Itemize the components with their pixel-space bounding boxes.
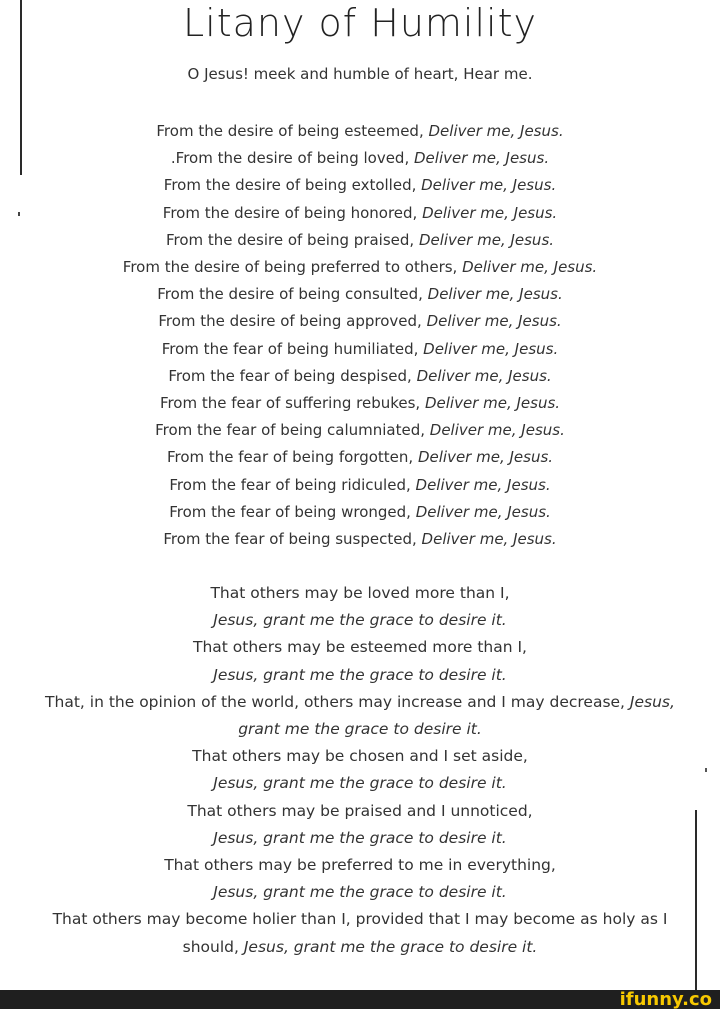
litany-response: Deliver me, Jesus.	[426, 312, 562, 331]
petition	[40, 906, 680, 960]
petition-text: That others may be preferred to me in everything,	[164, 856, 556, 875]
petition	[40, 798, 680, 852]
petition-text: That others may be praised and I unnoticed,	[187, 801, 533, 820]
litany-line	[0, 336, 720, 363]
petitions-block	[40, 580, 680, 961]
litany-response: Deliver me, Jesus.	[415, 475, 551, 494]
petition-response: Jesus, grant me the grace to desire it.	[213, 883, 507, 902]
petition	[40, 743, 680, 797]
petition-response: Jesus, grant me the grace to desire it.	[213, 611, 507, 630]
litany-text: From the desire of being consulted,	[157, 285, 428, 304]
litany-text: From the fear of suffering rebukes,	[159, 394, 425, 413]
litany-response: Deliver me, Jesus.	[414, 149, 550, 168]
litany-text: From the desire of being extolled,	[163, 176, 422, 195]
petition	[40, 580, 680, 634]
litany-response: Deliver me, Jesus.	[422, 203, 558, 222]
petition	[40, 634, 680, 688]
petition-response: Jesus, grant me the grace to desire it.	[238, 692, 675, 739]
page-title: Litany of Humility	[182, 1, 537, 45]
petition-response: Jesus, grant me the grace to desire it.	[213, 774, 507, 793]
litany-line	[0, 499, 720, 526]
litany-response: Deliver me, Jesus.	[415, 502, 551, 521]
litany-line	[0, 363, 720, 390]
litany-text: From the fear of being forgotten,	[166, 448, 418, 467]
petition	[40, 689, 680, 743]
litany-text: From the fear of being despised,	[168, 366, 417, 385]
litany-response: Deliver me, Jesus.	[424, 394, 561, 413]
litany-response: Deliver me, Jesus.	[428, 122, 564, 140]
petition-text: That others may become holier than I, provided that I may become as holy as I should,	[52, 910, 668, 956]
petition-text: That others may be esteemed more than I,	[193, 638, 527, 657]
litany-line	[0, 308, 720, 335]
litany-line	[0, 118, 720, 145]
litany-line	[0, 417, 720, 444]
watermark-bar	[0, 990, 720, 1009]
ifunny-logo: ifunny.co	[619, 989, 712, 1010]
litany-response: Deliver me, Jesus.	[421, 176, 557, 195]
petition-response: Jesus, grant me the grace to desire it.	[213, 828, 507, 847]
litany-list	[0, 118, 720, 553]
petition-text: That, in the opinion of the world, others may increase and I may decrease,	[45, 692, 630, 711]
litany-text: From the desire of being praised,	[165, 230, 419, 249]
litany-text: From the fear of being calumniated,	[155, 421, 430, 440]
litany-response: Deliver me, Jesus.	[416, 366, 552, 385]
litany-text: From the desire of being approved,	[158, 312, 427, 331]
litany-line	[0, 172, 720, 199]
litany-response: Deliver me, Jesus.	[418, 230, 555, 249]
litany-response: Deliver me, Jesus.	[417, 448, 554, 467]
litany-text: From the desire of being preferred to others,	[122, 258, 463, 277]
litany-text: From the fear of being humiliated,	[161, 339, 424, 358]
litany-line	[0, 390, 720, 417]
petition-response: Jesus, grant me the grace to desire it.	[243, 937, 538, 956]
litany-line	[0, 472, 720, 499]
litany-response: Deliver me, Jesus.	[462, 258, 598, 277]
litany-text: .From the desire of being loved,	[170, 149, 414, 168]
litany-response: Deliver me, Jesus.	[429, 421, 565, 440]
litany-line	[0, 526, 720, 553]
litany-line	[0, 200, 720, 227]
litany-line	[0, 145, 720, 172]
litany-response: Deliver me, Jesus.	[427, 285, 563, 304]
litany-text: From the fear of being ridiculed,	[169, 475, 416, 494]
petition-text: That others may be chosen and I set aside,	[192, 747, 528, 766]
invocation: O Jesus! meek and humble of heart, Hear me.	[187, 65, 533, 83]
litany-line	[0, 444, 720, 471]
litany-line	[0, 227, 720, 254]
litany-line	[0, 281, 720, 308]
litany-line	[0, 254, 720, 281]
litany-response: Deliver me, Jesus.	[421, 530, 557, 549]
petition	[40, 852, 680, 906]
litany-text: From the desire of being honored,	[162, 203, 423, 222]
litany-text: From the fear of being wronged,	[169, 502, 416, 521]
petition-text: That others may be loved more than I,	[210, 584, 510, 602]
litany-text: From the desire of being esteemed,	[156, 122, 429, 140]
litany-text: From the fear of being suspected,	[163, 530, 422, 549]
litany-response: Deliver me, Jesus.	[423, 339, 559, 358]
scan-mark-right	[705, 768, 707, 772]
scan-edge-right	[695, 810, 697, 990]
petition-response: Jesus, grant me the grace to desire it.	[213, 665, 507, 684]
